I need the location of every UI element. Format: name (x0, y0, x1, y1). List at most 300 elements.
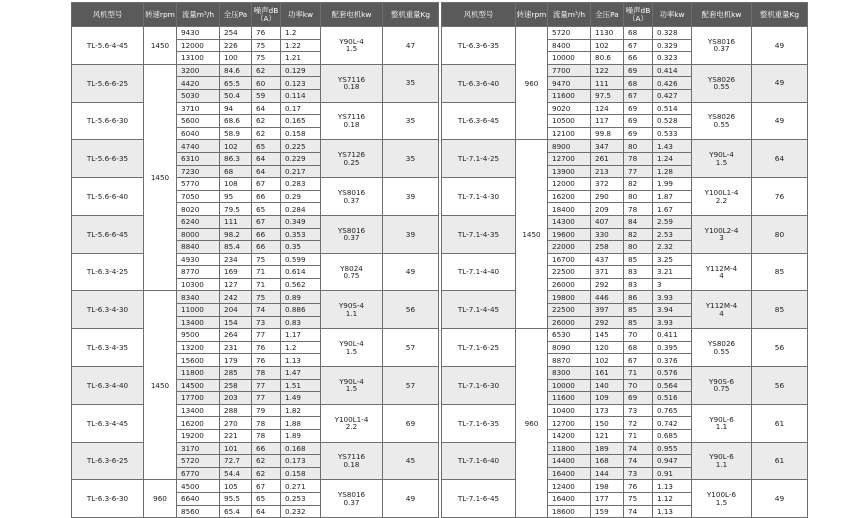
flow-cell: 3170 (177, 442, 220, 455)
noise-cell: 66 (624, 52, 653, 65)
motor-model: Y90L-4 (339, 36, 364, 46)
pressure-cell: 98.2 (220, 228, 252, 241)
flow-cell: 11800 (548, 442, 591, 455)
pressure-cell: 111 (220, 215, 252, 228)
speed-cell: 960 (516, 329, 548, 518)
motor-power: 1.5 (345, 346, 358, 356)
pressure-cell: 154 (220, 316, 252, 329)
pressure-cell: 242 (220, 291, 252, 304)
motor-power: 0.75 (713, 384, 730, 394)
noise-cell: 71 (252, 278, 281, 291)
power-cell: 0.414 (653, 64, 692, 77)
motor-cell (321, 215, 383, 253)
noise-cell: 70 (624, 379, 653, 392)
header-pressure: 全压Pa (220, 3, 252, 27)
model-cell: TL-6.3-4-25 (72, 253, 144, 291)
noise-cell: 76 (624, 480, 653, 493)
noise-cell: 65 (252, 140, 281, 153)
noise-cell: 85 (624, 253, 653, 266)
flow-cell: 22000 (548, 241, 591, 254)
weight-cell: 35 (383, 102, 439, 140)
pressure-cell: 94 (220, 102, 252, 115)
power-cell: 0.225 (281, 140, 321, 153)
motor-model: Y90S-6 (708, 376, 735, 386)
power-cell: 0.614 (281, 266, 321, 279)
table-row (442, 253, 808, 266)
power-cell: 0.349 (281, 215, 321, 228)
power-cell: 0.17 (281, 102, 321, 115)
pressure-cell: 84.6 (220, 64, 252, 77)
power-cell: 0.947 (653, 455, 692, 468)
flow-cell: 13100 (177, 52, 220, 65)
motor-model: YS8016 (337, 225, 366, 235)
pressure-cell: 122 (591, 64, 624, 77)
motor-model: Y100L1-4 (334, 414, 369, 424)
header-flow: 流量m³/h (177, 3, 220, 27)
power-cell: 1.87 (653, 190, 692, 203)
power-cell: 3 (653, 278, 692, 291)
flow-cell: 8090 (548, 341, 591, 354)
motor-model: YS7116 (337, 112, 366, 122)
flow-cell: 12000 (548, 178, 591, 191)
power-cell: 0.329 (653, 39, 692, 52)
motor-power: 0.55 (713, 346, 730, 356)
pressure-cell: 264 (220, 329, 252, 342)
pressure-cell: 261 (591, 152, 624, 165)
flow-cell: 13200 (177, 341, 220, 354)
table-row (72, 140, 439, 153)
noise-cell: 74 (624, 442, 653, 455)
pressure-cell: 102 (220, 140, 252, 153)
motor-cell (692, 480, 752, 518)
speed-cell: 1450 (144, 64, 177, 291)
noise-cell: 69 (624, 392, 653, 405)
pressure-cell: 124 (591, 102, 624, 115)
header-speed: 转速rpm (516, 3, 548, 27)
pressure-cell: 397 (591, 304, 624, 317)
pressure-cell: 292 (591, 278, 624, 291)
pressure-cell: 179 (220, 354, 252, 367)
noise-cell: 71 (624, 367, 653, 380)
pressure-cell: 99.8 (591, 127, 624, 140)
flow-cell: 4500 (177, 480, 220, 493)
weight-cell: 64 (752, 140, 808, 178)
flow-cell: 22500 (548, 304, 591, 317)
header-model: 风机型号 (72, 3, 144, 27)
power-cell: 0.955 (653, 442, 692, 455)
weight-cell: 80 (752, 215, 808, 253)
model-cell: TL-6.3-6-30 (72, 480, 144, 518)
motor-power: 0.75 (343, 271, 360, 281)
noise-cell: 78 (252, 430, 281, 443)
noise-cell: 66 (252, 228, 281, 241)
motor-model: YS8026 (707, 112, 736, 122)
power-cell: 3.21 (653, 266, 692, 279)
speed-cell: 960 (516, 27, 548, 140)
table-row (72, 329, 439, 342)
motor-cell (692, 27, 752, 65)
power-cell: 0.35 (281, 241, 321, 254)
pressure-cell: 72.7 (220, 455, 252, 468)
pressure-cell: 258 (591, 241, 624, 254)
weight-cell: 49 (752, 102, 808, 140)
power-cell: 0.886 (281, 304, 321, 317)
flow-cell: 8020 (177, 203, 220, 216)
noise-cell: 76 (252, 341, 281, 354)
weight-cell: 49 (752, 64, 808, 102)
noise-cell: 79 (252, 404, 281, 417)
power-cell: 0.599 (281, 253, 321, 266)
pressure-cell: 80.6 (591, 52, 624, 65)
noise-cell: 62 (252, 455, 281, 468)
power-cell: 1.2 (281, 341, 321, 354)
motor-model: Y112M-4 (705, 301, 738, 311)
model-cell: TL-6.3-6-40 (442, 64, 516, 102)
weight-cell: 85 (752, 253, 808, 291)
motor-model: YS7116 (337, 74, 366, 84)
header-motor: 配套电机kw (692, 3, 752, 27)
motor-power: 0.55 (713, 119, 730, 129)
flow-cell: 14400 (548, 455, 591, 468)
motor-cell (321, 404, 383, 442)
model-cell: TL-6.3-4-35 (72, 329, 144, 367)
noise-cell: 83 (624, 266, 653, 279)
noise-cell: 64 (252, 152, 281, 165)
table-row (442, 329, 808, 342)
motor-model: Y8024 (340, 263, 363, 273)
pressure-cell: 102 (591, 39, 624, 52)
flow-cell: 19800 (548, 291, 591, 304)
power-cell: 0.528 (653, 115, 692, 128)
pressure-cell: 347 (591, 140, 624, 153)
motor-power: 0.18 (343, 119, 360, 129)
noise-cell: 74 (252, 304, 281, 317)
speed-cell: 960 (144, 480, 177, 518)
noise-cell: 78 (252, 417, 281, 430)
power-cell: 1.13 (653, 505, 692, 518)
pressure-cell: 198 (591, 480, 624, 493)
motor-cell (692, 253, 752, 291)
power-cell: 1.12 (653, 492, 692, 505)
pressure-cell: 140 (591, 379, 624, 392)
motor-model: YS8016 (707, 36, 736, 46)
pressure-cell: 97.5 (591, 89, 624, 102)
motor-model: YS7126 (337, 150, 366, 160)
flow-cell: 8840 (177, 241, 220, 254)
noise-cell: 80 (624, 140, 653, 153)
power-cell: 1.13 (281, 354, 321, 367)
spec-table-right (441, 2, 808, 518)
flow-cell: 7050 (177, 190, 220, 203)
motor-model: Y112M-4 (705, 263, 738, 273)
motor-model: Y90L-4 (339, 376, 364, 386)
noise-cell: 82 (624, 178, 653, 191)
pressure-cell: 168 (591, 455, 624, 468)
table-row (442, 404, 808, 417)
weight-cell: 39 (383, 178, 439, 216)
noise-cell: 74 (624, 455, 653, 468)
motor-cell (321, 64, 383, 102)
pressure-cell: 285 (220, 367, 252, 380)
power-cell: 1.22 (281, 39, 321, 52)
flow-cell: 3710 (177, 102, 220, 115)
pressure-cell: 189 (591, 442, 624, 455)
power-cell: 0.165 (281, 115, 321, 128)
power-cell: 0.514 (653, 102, 692, 115)
power-cell: 3.93 (653, 291, 692, 304)
model-cell: TL-5.6-6-45 (72, 215, 144, 253)
header-motor: 配套电机kw (321, 3, 383, 27)
power-cell: 1.43 (653, 140, 692, 153)
flow-cell: 11000 (177, 304, 220, 317)
pressure-cell: 371 (591, 266, 624, 279)
noise-cell: 85 (624, 316, 653, 329)
power-cell: 0.564 (653, 379, 692, 392)
motor-model: Y100L2-4 (704, 225, 739, 235)
model-cell: TL-6.3-6-25 (72, 442, 144, 480)
model-cell: TL-5.6-6-30 (72, 102, 144, 140)
table-row (442, 64, 808, 77)
table-row (442, 102, 808, 115)
power-cell: 0.253 (281, 492, 321, 505)
header-row (72, 3, 439, 27)
pressure-cell: 65.4 (220, 505, 252, 518)
pressure-cell: 446 (591, 291, 624, 304)
noise-cell: 73 (624, 404, 653, 417)
power-cell: 0.576 (653, 367, 692, 380)
pressure-cell: 101 (220, 442, 252, 455)
power-cell: 0.123 (281, 77, 321, 90)
noise-cell: 78 (252, 367, 281, 380)
weight-cell: 56 (383, 291, 439, 329)
motor-cell (321, 27, 383, 65)
power-cell: 1.49 (281, 392, 321, 405)
model-cell: TL-6.3-6-45 (442, 102, 516, 140)
power-cell: 1.21 (281, 52, 321, 65)
flow-cell: 4930 (177, 253, 220, 266)
flow-cell: 6310 (177, 152, 220, 165)
header-speed: 转速rpm (144, 3, 177, 27)
flow-cell: 8560 (177, 505, 220, 518)
noise-cell: 68 (624, 27, 653, 40)
noise-cell: 69 (624, 127, 653, 140)
pressure-cell: 173 (591, 404, 624, 417)
motor-power: 1.5 (715, 157, 728, 167)
noise-cell: 64 (252, 165, 281, 178)
table-row (72, 404, 439, 417)
power-cell: 0.217 (281, 165, 321, 178)
power-cell: 0.685 (653, 430, 692, 443)
table-row (72, 480, 439, 493)
power-cell: 1.99 (653, 178, 692, 191)
pressure-cell: 79.5 (220, 203, 252, 216)
flow-cell: 26000 (548, 278, 591, 291)
noise-cell: 70 (624, 329, 653, 342)
power-cell: 0.426 (653, 77, 692, 90)
flow-cell: 13400 (177, 316, 220, 329)
flow-cell: 6530 (548, 329, 591, 342)
power-cell: 2.53 (653, 228, 692, 241)
pressure-cell: 177 (591, 492, 624, 505)
noise-cell: 67 (624, 354, 653, 367)
power-cell: 0.232 (281, 505, 321, 518)
motor-power: 1.5 (345, 44, 358, 54)
motor-power: 0.25 (343, 157, 360, 167)
noise-cell: 62 (252, 115, 281, 128)
noise-cell: 77 (252, 392, 281, 405)
flow-cell: 8870 (548, 354, 591, 367)
noise-cell: 78 (624, 203, 653, 216)
power-cell: 2.59 (653, 215, 692, 228)
weight-cell: 45 (383, 442, 439, 480)
header-power: 功率kw (281, 3, 321, 27)
power-cell: 0.29 (281, 190, 321, 203)
motor-power: 0.37 (343, 195, 360, 205)
power-cell: 1.2 (281, 27, 321, 40)
flow-cell: 6770 (177, 467, 220, 480)
pressure-cell: 330 (591, 228, 624, 241)
pressure-cell: 100 (220, 52, 252, 65)
flow-cell: 7700 (548, 64, 591, 77)
model-cell: TL-7.1-6-45 (442, 480, 516, 518)
motor-cell (692, 215, 752, 253)
flow-cell: 14300 (548, 215, 591, 228)
weight-cell: 47 (383, 27, 439, 65)
motor-cell (692, 329, 752, 367)
flow-cell: 19600 (548, 228, 591, 241)
motor-model: Y90L-4 (339, 339, 364, 349)
power-cell: 0.229 (281, 152, 321, 165)
flow-cell: 10400 (548, 404, 591, 417)
flow-cell: 8770 (177, 266, 220, 279)
table-row (72, 64, 439, 77)
power-cell: 1.67 (653, 203, 692, 216)
noise-cell: 64 (252, 505, 281, 518)
pressure-cell: 127 (220, 278, 252, 291)
pressure-cell: 437 (591, 253, 624, 266)
noise-cell: 67 (624, 89, 653, 102)
power-cell: 0.533 (653, 127, 692, 140)
weight-cell: 61 (752, 404, 808, 442)
motor-model: Y90L-4 (709, 150, 734, 160)
flow-cell: 12000 (177, 39, 220, 52)
motor-cell (692, 140, 752, 178)
model-cell: TL-7.1-6-25 (442, 329, 516, 367)
model-cell: TL-5.6-6-40 (72, 178, 144, 216)
power-cell: 0.427 (653, 89, 692, 102)
power-cell: 3.25 (653, 253, 692, 266)
pressure-cell: 68 (220, 165, 252, 178)
table-row (442, 291, 808, 304)
noise-cell: 75 (624, 492, 653, 505)
pressure-cell: 1130 (591, 27, 624, 40)
noise-cell: 85 (624, 304, 653, 317)
pressure-cell: 95.5 (220, 492, 252, 505)
power-cell: 2.32 (653, 241, 692, 254)
flow-cell: 8400 (548, 39, 591, 52)
noise-cell: 66 (252, 241, 281, 254)
weight-cell: 56 (752, 329, 808, 367)
motor-power: 4 (719, 271, 724, 281)
pressure-cell: 102 (591, 354, 624, 367)
motor-power: 0.37 (343, 497, 360, 507)
pressure-cell: 204 (220, 304, 252, 317)
power-cell: 0.562 (281, 278, 321, 291)
noise-cell: 77 (252, 379, 281, 392)
power-cell: 0.168 (281, 442, 321, 455)
pressure-cell: 292 (591, 316, 624, 329)
flow-cell: 3200 (177, 64, 220, 77)
flow-cell: 9430 (177, 27, 220, 40)
power-cell: 0.765 (653, 404, 692, 417)
noise-cell: 86 (624, 291, 653, 304)
noise-cell: 72 (624, 417, 653, 430)
flow-cell: 18600 (548, 505, 591, 518)
pressure-cell: 54.4 (220, 467, 252, 480)
speed-cell: 1450 (144, 27, 177, 65)
pressure-cell: 161 (591, 367, 624, 380)
flow-cell: 11600 (548, 89, 591, 102)
power-cell: 0.114 (281, 89, 321, 102)
flow-cell: 16400 (548, 492, 591, 505)
flow-cell: 18400 (548, 203, 591, 216)
power-cell: 0.173 (281, 455, 321, 468)
power-cell: 3.94 (653, 304, 692, 317)
table-row (72, 215, 439, 228)
pressure-cell: 105 (220, 480, 252, 493)
motor-cell (692, 442, 752, 480)
model-cell: TL-5.6-6-25 (72, 64, 144, 102)
motor-cell (692, 367, 752, 405)
flow-cell: 5600 (177, 115, 220, 128)
model-cell: TL-7.1-4-45 (442, 291, 516, 329)
pressure-cell: 121 (591, 430, 624, 443)
power-cell: 1.28 (653, 165, 692, 178)
pressure-cell: 68.6 (220, 115, 252, 128)
motor-cell (692, 404, 752, 442)
model-cell: TL-6.3-4-40 (72, 367, 144, 405)
noise-cell: 67 (624, 39, 653, 52)
model-cell: TL-6.3-4-30 (72, 291, 144, 329)
power-cell: 1.13 (653, 480, 692, 493)
noise-cell: 75 (252, 291, 281, 304)
power-cell: 0.395 (653, 341, 692, 354)
table-row (72, 367, 439, 380)
pressure-cell: 50.4 (220, 89, 252, 102)
model-cell: TL-6.3-4-45 (72, 404, 144, 442)
power-cell: 0.323 (653, 52, 692, 65)
power-cell: 1.51 (281, 379, 321, 392)
flow-cell: 10500 (548, 115, 591, 128)
flow-cell: 13400 (177, 404, 220, 417)
weight-cell: 49 (752, 27, 808, 65)
weight-cell: 39 (383, 215, 439, 253)
noise-cell: 69 (624, 115, 653, 128)
model-cell: TL-5.6-4-45 (72, 27, 144, 65)
noise-cell: 68 (624, 341, 653, 354)
power-cell: 3.93 (653, 316, 692, 329)
flow-cell: 16400 (548, 467, 591, 480)
noise-cell: 69 (624, 102, 653, 115)
power-cell: 0.516 (653, 392, 692, 405)
table-row (72, 102, 439, 115)
noise-cell: 80 (624, 241, 653, 254)
motor-cell (321, 367, 383, 405)
motor-power: 0.37 (713, 44, 730, 54)
noise-cell: 76 (252, 27, 281, 40)
noise-cell: 82 (624, 228, 653, 241)
motor-model: YS8016 (337, 187, 366, 197)
